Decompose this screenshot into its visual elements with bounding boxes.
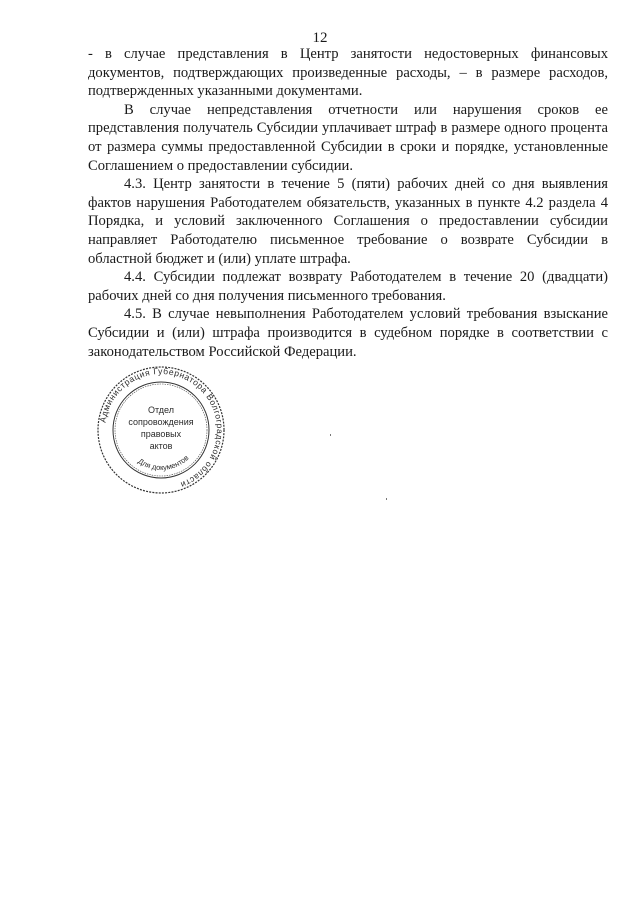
stamp-inner-text: Для документов [136,453,191,473]
page-number: 12 [312,30,328,46]
paragraph-1: - в случае представления в Центр занятости недостоверных финансовых документов, подтверждающих произведенные расходы, – в размере расходов, подтвержденных указанными документами. [88,46,608,100]
paragraph-2: В случае непредставления отчетности или нарушения сроков ее представления получатель Субсидии уплачивает штраф в размере одного процента от размера суммы предоставленной Субсидии в сроки и порядке, установленные Соглашением о предоставлении субсидии. [88,101,608,174]
paragraph-4-4: 4.4. Субсидии подлежат возврату Работодателем в течение 20 (двадцати) рабочих дней со дня получения письменного требования. [88,269,608,304]
document-body [88,45,608,361]
stamp-line-3: правовых [140,429,182,439]
scan-speck [330,434,331,436]
stamp-line-1: Отдел [147,405,175,415]
official-stamp [96,365,226,495]
stamp-line-4: актов [149,441,173,451]
scan-speck [386,498,387,500]
paragraph-4-5: 4.5. В случае невыполнения Работодателем условий требования взыскание Субсидии и (или) штрафа производится в судебном порядке в соответствии с законодательством Российской Федерации. [88,306,608,360]
paragraph-4-3: 4.3. Центр занятости в течение 5 (пяти) рабочих дней со дня выявления фактов нарушения Работодателем обязательств, указанных в пункте 4.2 раздела 4 Порядка, и условий заключенного Соглашения о предоставлении субсидии направляет Работодателю письменное требование о возврате Субсидии в областной бюджет и (или) уплате штрафа. [88,176,608,267]
stamp-outer-text: Администрация Губернатора Волгоградской области [97,365,226,491]
stamp-seal [96,365,226,495]
stamp-line-2: сопровождения [128,417,194,427]
